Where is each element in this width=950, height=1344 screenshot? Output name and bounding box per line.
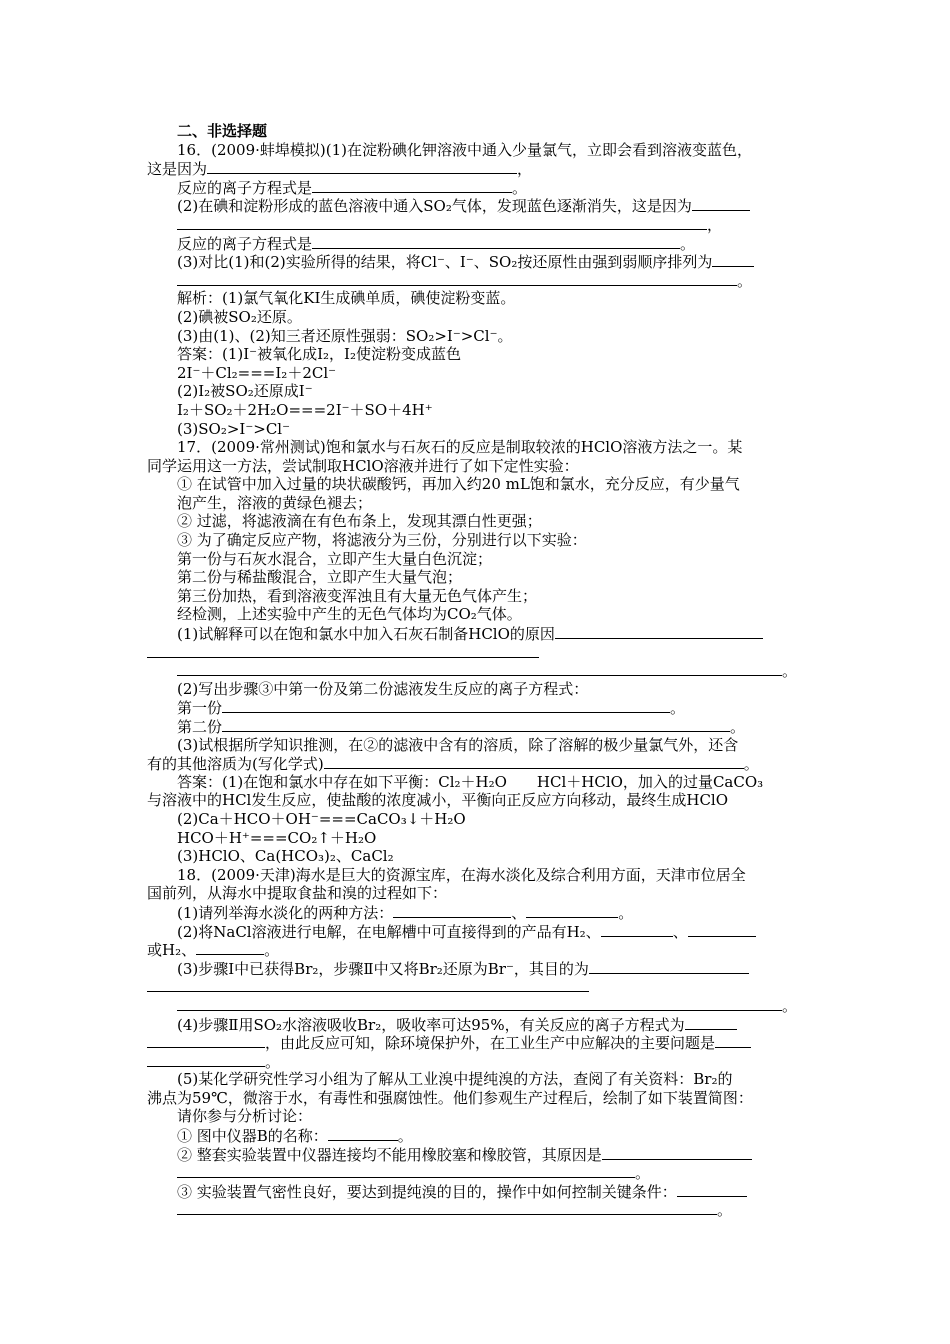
answer-blank[interactable] <box>312 178 512 193</box>
line-suffix: 。 <box>618 903 634 922</box>
answer-blank[interactable] <box>177 661 782 676</box>
line-text: (3)试根据所学知识推测，在②的滤液中含有的溶质，除了溶解的极少量氯气外，还含 <box>177 735 739 754</box>
answer-blank[interactable] <box>177 1200 717 1215</box>
line-text: ② 整套实验装置中仪器连接均不能用橡胶塞和橡胶管，其原因是 <box>177 1145 602 1164</box>
line-text: 第一份 <box>177 699 223 718</box>
answer-blank[interactable] <box>312 234 680 249</box>
text-line <box>147 1089 809 1108</box>
line-text: 17．(2009·常州测试)饱和氯水与石灰石的反应是制取较浓的HClO溶液方法之一。某 <box>177 438 743 457</box>
text-line <box>147 1126 809 1145</box>
text-line <box>147 1200 809 1219</box>
line-text: (2)写出步骤③中第一份及第二份滤液发生反应的离子方程式： <box>177 679 589 698</box>
answer-blank[interactable] <box>177 215 707 230</box>
answer-blank[interactable] <box>196 940 264 955</box>
text-line <box>147 736 809 755</box>
answer-blank[interactable] <box>147 1033 265 1048</box>
line-text: (5)某化学研究性学习小组为了解从工业溴中提纯溴的方法，查阅了有关资料：Br₂的 <box>177 1070 733 1089</box>
line-text: (3)HClO、Ca(HCO₃)₂、CaCl₂ <box>177 847 394 866</box>
text-line <box>147 754 809 773</box>
text-line <box>147 122 809 141</box>
line-text: (1)试解释可以在饱和氯水中加入石灰石制备HClO的原因 <box>177 625 555 644</box>
text-line <box>147 1163 809 1182</box>
line-text: 反应的离子方程式是 <box>177 178 313 197</box>
text-line <box>147 382 809 401</box>
line-text: (4)步骤Ⅱ用SO₂水溶液吸收Br₂，吸收率可达95%，有关反应的离子方程式为 <box>177 1015 685 1034</box>
text-line <box>147 141 809 160</box>
line-text: 解析：(1)氯气氧化KI生成碘单质，碘使淀粉变蓝。 <box>177 289 516 308</box>
line-text: 经检测，上述实验中产生的无色气体均为CO₂气体。 <box>177 605 522 624</box>
line-text: 反应的离子方程式是 <box>177 234 313 253</box>
line-text: 沸点为59℃，微溶于水，有毒性和强腐蚀性。他们参观生产过程后，绘制了如下装置简图： <box>147 1088 753 1107</box>
line-suffix: ，由此反应可知，除环境保护外，在工业生产中应解决的主要问题是 <box>265 1034 716 1053</box>
line-suffix: 。 <box>670 699 686 718</box>
answer-blank[interactable] <box>147 1052 265 1067</box>
text-line <box>147 959 809 978</box>
answer-blank[interactable] <box>589 959 749 974</box>
line-text: 18．(2009·天津)海水是巨大的资源宝库，在海水淡化及综合利用方面，天津市位居全 <box>177 865 746 884</box>
exam-document <box>147 122 809 1219</box>
answer-blank[interactable] <box>222 698 670 713</box>
text-line <box>147 550 809 569</box>
text-line <box>147 977 809 996</box>
line-suffix: 。 <box>782 996 798 1015</box>
text-line <box>147 1070 809 1089</box>
answer-blank[interactable] <box>147 977 589 992</box>
text-line <box>147 643 809 662</box>
line-text: 请你参与分析讨论： <box>177 1107 313 1126</box>
line-suffix: 。 <box>512 178 528 197</box>
text-line <box>147 698 809 717</box>
line-text: ③ 为了确定反应产物，将滤液分为三份，分别进行以下实验： <box>177 531 587 550</box>
line-suffix: 。 <box>397 1127 413 1146</box>
line-text: (3)步骤Ⅰ中已获得Br₂，步骤Ⅱ中又将Br₂还原为Br⁻，其目的为 <box>177 959 589 978</box>
line-text: (3)对比(1)和(2)实验所得的结果，将Cl⁻、I⁻、SO₂按还原性由强到弱顺序排列为 <box>177 253 713 272</box>
line-text: 第三份加热，看到溶液变浑浊且有大量无色气体产生； <box>177 586 538 605</box>
text-line <box>147 1015 809 1034</box>
line-suffix: 。 <box>635 1164 651 1183</box>
line-text: 泡产生，溶液的黄绿色褪去； <box>177 493 373 512</box>
line-suffix: 。 <box>680 234 696 253</box>
line-text: 第一份与石灰水混合，立即产生大量白色沉淀； <box>177 549 493 568</box>
text-line <box>147 215 809 234</box>
answer-blank[interactable] <box>177 271 737 286</box>
text-line <box>147 159 809 178</box>
line-suffix: ， <box>707 215 723 234</box>
line-text: (2)Ca＋HCO＋OH⁻===CaCO₃↓＋H₂O <box>177 809 466 828</box>
line-suffix: ， <box>517 160 533 179</box>
line-text: (3)SO₂>I⁻>Cl⁻ <box>177 419 291 438</box>
line-text: I₂＋SO₂＋2H₂O===2I⁻＋SO＋4H⁺ <box>177 400 433 419</box>
line-text: 16．(2009·蚌埠模拟)(1)在淀粉碘化钾溶液中通入少量氯气，立即会看到溶液变蓝色， <box>177 140 752 159</box>
text-line <box>147 271 809 290</box>
answer-blank[interactable] <box>602 1145 752 1160</box>
line-text: 第二份与稀盐酸混合，立即产生大量气泡； <box>177 568 463 587</box>
text-line <box>147 252 809 271</box>
line-text: ② 过滤，将滤液滴在有色布条上，发现其漂白性更强； <box>177 512 542 531</box>
answer-blank[interactable] <box>555 624 763 639</box>
text-line <box>147 531 809 550</box>
text-line <box>147 847 809 866</box>
line-text: ① 图中仪器B的名称： <box>177 1127 328 1146</box>
answer-blank[interactable] <box>324 754 744 769</box>
answer-blank[interactable] <box>177 996 782 1011</box>
answer-blank[interactable] <box>222 717 730 732</box>
answer-blank[interactable] <box>685 1015 737 1030</box>
text-line <box>147 773 809 792</box>
line-text: 有的其他溶质为(写化学式) <box>147 755 324 774</box>
line-text: 或H₂、 <box>147 941 197 960</box>
text-line <box>147 884 809 903</box>
answer-blank[interactable] <box>147 643 539 658</box>
line-text: 与溶液中的HCl发生反应，使盐酸的浓度减小，平衡向正反应方向移动，最终生成HClO <box>147 791 729 810</box>
line-text: (2)碘被SO₂还原。 <box>177 307 302 326</box>
text-line <box>147 791 809 810</box>
answer-blank[interactable] <box>715 1033 751 1048</box>
line-text: (2)I₂被SO₂还原成I⁻ <box>177 382 313 401</box>
line-text: HCO＋H⁺===CO₂↑＋H₂O <box>177 828 377 847</box>
text-line <box>147 587 809 606</box>
line-suffix: 。 <box>265 1052 281 1071</box>
answer-blank[interactable] <box>526 903 618 918</box>
text-line <box>147 345 809 364</box>
text-line <box>147 494 809 513</box>
text-line <box>147 605 809 624</box>
text-line <box>147 922 809 941</box>
text-line <box>147 289 809 308</box>
text-line <box>147 196 809 215</box>
line-text: (2)将NaCl溶液进行电解，在电解槽中可直接得到的产品有H₂、 <box>177 922 601 941</box>
text-line <box>147 457 809 476</box>
text-line <box>147 940 809 959</box>
answer-blank[interactable] <box>677 1182 747 1197</box>
text-line <box>147 327 809 346</box>
line-text: 答案：(1)在饱和氯水中存在如下平衡：Cl₂＋H₂O HCl＋HClO，加入的过量CaCO₃ <box>177 772 764 791</box>
answer-blank[interactable] <box>692 196 750 211</box>
answer-blank[interactable] <box>393 903 511 918</box>
text-line <box>147 234 809 253</box>
text-line <box>147 624 809 643</box>
answer-blank[interactable] <box>328 1126 398 1141</box>
answer-blank[interactable] <box>207 159 517 174</box>
text-line <box>147 680 809 699</box>
line-text: 同学运用这一方法，尝试制取HClO溶液并进行了如下定性实验： <box>147 456 579 475</box>
line-text: (3)由(1)、(2)知三者还原性强弱：SO₂>I⁻>Cl⁻。 <box>177 326 513 345</box>
text-line <box>147 364 809 383</box>
text-line <box>147 1052 809 1071</box>
text-line <box>147 866 809 885</box>
line-text: (2)在碘和淀粉形成的蓝色溶液中通入SO₂气体，发现蓝色逐渐消失，这是因为 <box>177 197 692 216</box>
text-line <box>147 401 809 420</box>
text-line <box>147 475 809 494</box>
text-line <box>147 1145 809 1164</box>
line-suffix: 。 <box>264 941 280 960</box>
text-line <box>147 1033 809 1052</box>
answer-blank[interactable] <box>688 922 756 937</box>
text-line <box>147 308 809 327</box>
text-line <box>147 438 809 457</box>
line-text: 2I⁻＋Cl₂===I₂＋2Cl⁻ <box>177 363 337 382</box>
line-suffix: 。 <box>730 718 746 736</box>
text-line <box>147 178 809 197</box>
text-line <box>147 420 809 439</box>
text-line <box>147 903 809 922</box>
line-text: 答案：(1)I⁻被氧化成I₂，I₂使淀粉变成蓝色 <box>177 345 461 364</box>
line-text: 二、非选择题 <box>177 122 268 140</box>
line-suffix: 。 <box>782 662 798 681</box>
line-text: (1)请列举海水淡化的两种方法： <box>177 903 394 922</box>
line-suffix: 。 <box>737 271 753 290</box>
text-line <box>147 717 809 736</box>
line-text: 这是因为 <box>147 160 208 179</box>
answer-blank[interactable] <box>177 1163 635 1178</box>
line-suffix: 、 <box>511 903 527 922</box>
line-text: 第二份 <box>177 718 223 736</box>
text-line <box>147 1182 809 1201</box>
line-suffix: 。 <box>717 1201 733 1220</box>
line-text: ③ 实验装置气密性良好，要达到提纯溴的目的，操作中如何控制关键条件： <box>177 1182 677 1201</box>
text-line <box>147 661 809 680</box>
text-line <box>147 512 809 531</box>
text-line <box>147 568 809 587</box>
answer-blank[interactable] <box>712 252 754 267</box>
line-suffix: 。 <box>743 755 759 774</box>
line-text: 国前列，从海水中提取食盐和溴的过程如下： <box>147 884 448 903</box>
answer-blank[interactable] <box>601 922 673 937</box>
line-text: ① 在试管中加入过量的块状碳酸钙，再加入约20 mL饱和氯水，充分反应，有少量气 <box>177 475 740 494</box>
text-line <box>147 810 809 829</box>
line-suffix: 、 <box>672 922 688 941</box>
text-line <box>147 829 809 848</box>
text-line <box>147 996 809 1015</box>
text-line <box>147 1107 809 1126</box>
